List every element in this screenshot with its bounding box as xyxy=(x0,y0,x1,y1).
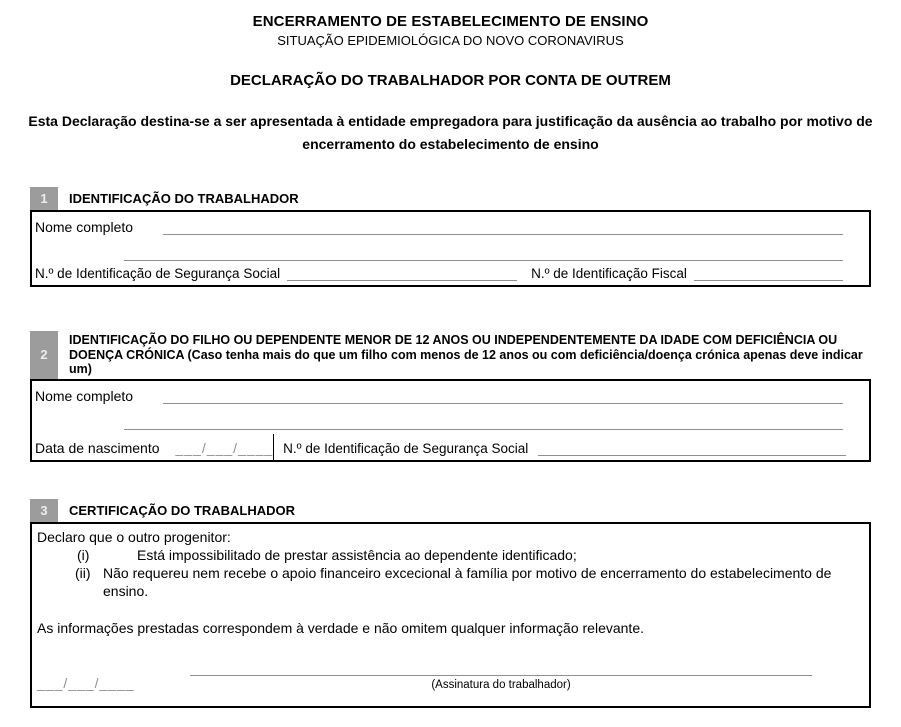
signature-row xyxy=(35,674,866,691)
data-nascimento-cell xyxy=(32,434,273,460)
section-2-header xyxy=(30,331,871,379)
section-3-box xyxy=(30,522,871,708)
item-i-text: Está impossibilitado de prestar assistência ao dependente identificado; xyxy=(137,546,577,563)
niss-line xyxy=(538,454,846,456)
document-title: ENCERRAMENTO DE ESTABELECIMENTO DE ENSINO xyxy=(252,13,649,30)
section-3-title: CERTIFICAÇÃO DO TRABALHADOR xyxy=(69,502,296,518)
certification-item-i xyxy=(77,546,866,564)
certification-intro: Declaro que o outro progenitor: xyxy=(37,528,231,545)
niss-label: N.º de Identificação de Segurança Social xyxy=(283,440,529,456)
field-row-identificacao xyxy=(32,265,869,285)
section-2-box xyxy=(30,379,871,462)
nome-completo-label: Nome completo xyxy=(35,219,134,235)
field-row-nome-continuation xyxy=(32,240,869,265)
section-2-title: IDENTIFICAÇÃO DO FILHO OU DEPENDENTE MENOR DE 12 ANOS OU INDEPENDENTEMENTE DA IDADE COM DEFICIÊNCIA OU DOENÇA CRÓNICA (Caso tenha mais do que um filho com menos de 12 anos ou com deficiência/doença crónica apenas deve indicar um) xyxy=(69,333,863,376)
nome-completo-continuation-line xyxy=(124,428,843,430)
nome-completo-label: Nome completo xyxy=(35,387,134,404)
nif-line xyxy=(694,279,843,281)
section-1-header xyxy=(30,187,871,210)
niss-dependente-cell xyxy=(273,434,869,460)
form-body xyxy=(0,187,901,708)
declaration-title: DECLARAÇÃO DO TRABALHADOR POR CONTA DE OUTREM xyxy=(230,72,671,89)
item-ii-marker: (ii) xyxy=(75,564,91,581)
field-row-nascimento-niss xyxy=(32,434,869,460)
signature-date-placeholder: ___/___/____ xyxy=(37,674,135,691)
item-i-marker: (i) xyxy=(77,546,90,563)
signature-area xyxy=(190,674,812,691)
item-ii-text: Não requereu nem recebe o apoio financeiro excecional à família por motivo de encerramento do estabelecimento de ensino. xyxy=(103,564,832,599)
section-2-number-badge: 2 xyxy=(30,331,58,379)
section-3-header xyxy=(30,499,871,522)
intro-paragraph: Esta Declaração destina-se a ser apresentada à entidade empregadora para justificação da ausência ao trabalho por motivo de encerramento do estabelecimento de ensino xyxy=(28,113,873,152)
section-1-title: IDENTIFICAÇÃO DO TRABALHADOR xyxy=(69,191,299,206)
section-3-number-badge: 3 xyxy=(30,499,58,522)
signature-line xyxy=(190,674,812,676)
data-nascimento-label: Data de nascimento xyxy=(35,439,160,456)
nif-label: N.º de Identificação Fiscal xyxy=(531,266,687,281)
signature-caption: (Assinatura do trabalhador) xyxy=(431,678,571,691)
niss-label: N.º de Identificação de Segurança Social xyxy=(35,266,281,281)
field-row-nome-completo xyxy=(32,212,869,240)
section-identificacao-trabalhador xyxy=(30,187,871,287)
truth-statement: As informações prestadas correspondem à verdade e não omitem qualquer informação relevante. xyxy=(37,619,644,636)
section-1-box xyxy=(30,210,871,287)
data-nascimento-placeholder: ___/___/____ xyxy=(175,439,274,456)
nome-completo-line xyxy=(163,402,843,404)
field-row-nome-completo-dependente xyxy=(32,381,869,409)
section-certificacao-trabalhador xyxy=(30,499,871,708)
nome-completo-line xyxy=(163,233,843,235)
document-subtitle: SITUAÇÃO EPIDEMIOLÓGICA DO NOVO CORONAVIRUS xyxy=(277,33,624,48)
section-identificacao-dependente xyxy=(30,331,871,462)
certification-item-ii xyxy=(75,564,866,600)
nome-completo-continuation-line xyxy=(124,259,843,261)
niss-line xyxy=(287,279,517,281)
section-1-number-badge: 1 xyxy=(30,187,58,210)
field-row-nome-continuation-dependente xyxy=(32,409,869,434)
